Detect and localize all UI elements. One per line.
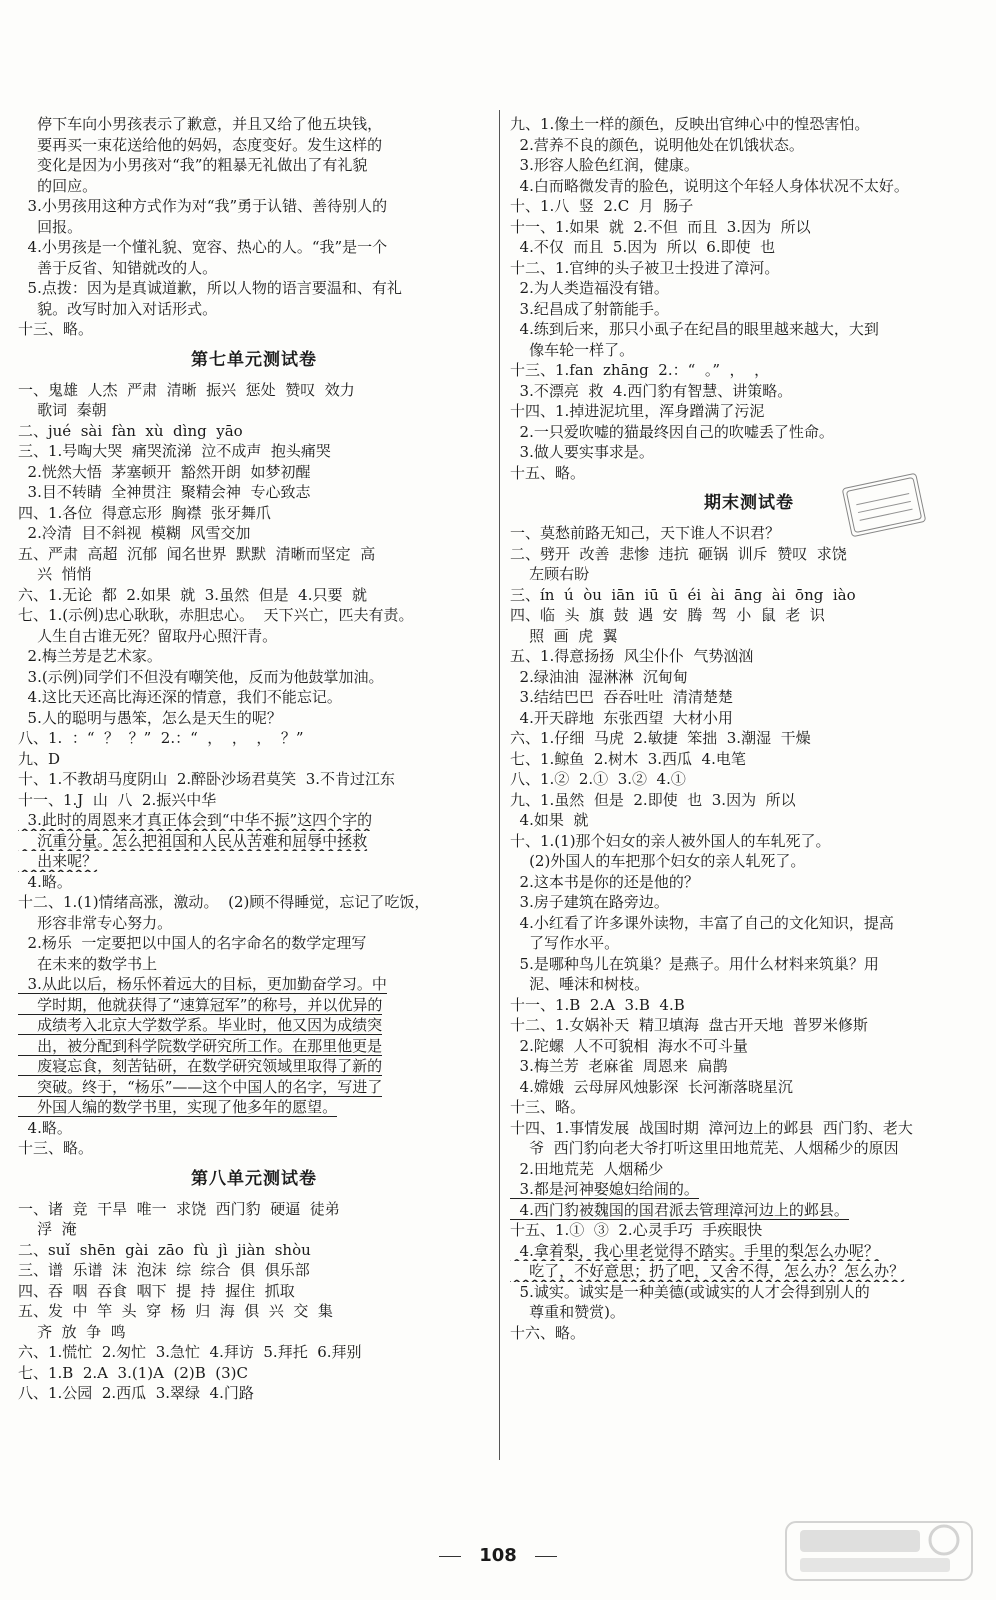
answer-text: 3.从此以后，杨乐怀着远大的目标，更加勤奋学习。中 — [18, 975, 387, 993]
answer-text: 五、1.得意扬扬 风尘仆仆 气势汹汹 — [510, 647, 754, 665]
answer-line — [510, 360, 988, 381]
answer-line — [510, 872, 988, 893]
right-answer-column — [510, 114, 988, 1343]
answer-text: 七、1.(示例)忠心耿耿，赤胆忠心。 天下兴亡，匹夫有责。 — [18, 606, 414, 624]
answer-line — [18, 1383, 490, 1404]
answer-text: 4.嫦娥 云母屏风烛影深 长河渐落晓星沉 — [510, 1077, 793, 1096]
watermark-logo — [784, 1516, 974, 1586]
answer-text: 十三、略。 — [18, 1139, 94, 1157]
answer-line — [510, 1159, 988, 1180]
left-answer-column — [18, 114, 490, 1404]
answer-line — [510, 401, 988, 422]
answer-text: 2.一只爱吹嘘的猫最终因自己的吹嘘丢了性命。 — [510, 422, 834, 441]
footer-dash-left — [439, 1556, 461, 1557]
answer-line — [510, 667, 988, 688]
answer-line — [510, 1282, 988, 1303]
answer-text: 4.练到后来，那只小虱子在纪昌的眼里越来越大，大到 — [510, 320, 879, 338]
answer-text: 二、劈开 改善 悲惨 违抗 砸锅 训斥 赞叹 求饶 — [510, 544, 847, 563]
answer-line — [510, 749, 988, 770]
answer-line — [510, 135, 988, 156]
answer-line — [510, 769, 988, 790]
answer-text: 十五、1.① ③ 2.心灵手巧 手疾眼快 — [510, 1221, 763, 1239]
answer-text: 五、发 中 竿 头 穿 杨 归 海 俱 兴 交 集 — [18, 1302, 333, 1320]
answer-text: 第八单元测试卷 — [191, 1168, 317, 1189]
answer-line — [18, 913, 490, 934]
answer-line — [18, 135, 490, 156]
answer-text: 停下车向小男孩表示了歉意，并且又给了他五块钱， — [18, 115, 383, 133]
answer-line — [510, 299, 988, 320]
answer-text: 期末测试卷 — [704, 493, 794, 513]
answer-text: 3.目不转睛 全神贯注 聚精会神 专心致志 — [18, 483, 311, 501]
answer-line — [18, 831, 490, 852]
answer-text: 5.点拨：因为是真诚道歉，所以人物的语言要温和、有礼 — [18, 279, 402, 297]
answer-text: 十三、略。 — [510, 1098, 586, 1116]
answer-text: 九、1.像土一样的颜色，反映出官绅心中的惶恐害怕。 — [510, 115, 870, 133]
answer-text: 4.拿着梨，我心里老觉得不踏实。手里的梨怎么办呢？ — [510, 1241, 879, 1260]
answer-line — [18, 728, 490, 749]
answer-text: 十一、1.B 2.A 3.B 4.B — [510, 995, 685, 1014]
answer-text: 八、1.公园 2.西瓜 3.翠绿 4.门路 — [18, 1384, 254, 1402]
answer-line — [510, 1200, 988, 1221]
answer-line — [18, 1118, 490, 1139]
answer-line — [18, 380, 490, 401]
answer-line — [510, 237, 988, 258]
answer-line — [510, 831, 988, 852]
column-divider — [499, 110, 500, 1460]
answer-text: 回报。 — [18, 217, 83, 236]
answer-text: 十二、1.(1)情绪高涨，激动。 (2)顾不得睡觉，忘记了吃饭， — [18, 893, 430, 911]
answer-text: 第七单元测试卷 — [191, 349, 317, 370]
section-title — [18, 340, 490, 380]
answer-line — [18, 810, 490, 831]
answer-text: 3.不漂亮 救 4.西门豹有智慧、讲策略。 — [510, 381, 793, 400]
answer-text: 五、严肃 高超 沉郁 闻名世界 默默 清晰而坚定 高 — [18, 544, 376, 563]
answer-line — [510, 605, 988, 626]
answer-text: 九、1.虽然 但是 2.即使 也 3.因为 所以 — [510, 790, 796, 809]
answer-text: 了写作水平。 — [510, 934, 620, 952]
answer-line — [18, 1260, 490, 1281]
answer-text: 废寝忘食，刻苦钻研，在数学研究领域里取得了新的 — [18, 1057, 383, 1075]
answer-line — [510, 176, 988, 197]
answer-line — [18, 646, 490, 667]
answer-line — [18, 155, 490, 176]
answer-line — [18, 851, 490, 872]
answer-text: 浮 淹 — [18, 1220, 77, 1238]
answer-line — [510, 523, 988, 544]
answer-text: 人生自古谁无死？留取丹心照汗青。 — [18, 626, 278, 645]
answer-line — [510, 687, 988, 708]
answer-text: 4.不仅 而且 5.因为 所以 6.即使 也 — [510, 238, 776, 256]
answer-text: 沉重分量。怎么把祖国和人民从苦难和屈辱中拯救 — [18, 831, 368, 850]
answer-line — [510, 155, 988, 176]
answer-text: 成绩考入北京大学数学系。毕业时，他又因为成绩突 — [18, 1016, 383, 1034]
answer-line — [510, 1118, 988, 1139]
answer-text: 4.小红看了许多课外读物，丰富了自己的文化知识，提高 — [510, 913, 894, 932]
answer-line — [18, 1281, 490, 1302]
answer-line — [510, 1015, 988, 1036]
answer-line — [510, 585, 988, 606]
answer-line — [18, 176, 490, 197]
answer-line — [510, 933, 988, 954]
answer-text: 一、鬼雄 人杰 严肃 清晰 振兴 惩处 赞叹 效力 — [18, 380, 355, 399]
answer-line — [510, 913, 988, 934]
answer-text: 要再买一束花送给他的妈妈，态度变好。发生这样的 — [18, 135, 383, 154]
answer-text: 十、1.不教胡马度阴山 2.醉卧沙场君莫笑 3.不肯过江东 — [18, 770, 396, 788]
answer-text: 十一、1.J 山 八 2.振兴中华 — [18, 790, 217, 809]
answer-text: 2.营养不良的颜色，说明他处在饥饿状态。 — [510, 135, 804, 154]
answer-line — [510, 1323, 988, 1344]
answer-line — [18, 585, 490, 606]
answer-text: 十一、1.如果 就 2.不但 而且 3.因为 所以 — [510, 217, 811, 236]
answer-text: 兴 悄悄 — [18, 565, 92, 583]
answer-line — [18, 503, 490, 524]
answer-text: 3.结结巴巴 吞吞吐吐 清清楚楚 — [510, 688, 733, 706]
answer-line — [510, 381, 988, 402]
answer-line — [18, 708, 490, 729]
answer-text: 3.做人要实事求是。 — [510, 443, 654, 461]
answer-text: 十三、1.fan zhāng 2.：“ 。” ， ， — [510, 361, 770, 379]
answer-text: 的回应。 — [18, 176, 98, 195]
answer-line — [18, 278, 490, 299]
answer-text: 3.都是河神娶媳妇给闹的。 — [510, 1180, 699, 1198]
answer-line — [18, 995, 490, 1016]
answer-text: 3.小男孩用这种方式作为对“我”勇于认错、善待别人的 — [18, 197, 388, 215]
answer-line — [18, 687, 490, 708]
answer-line — [18, 523, 490, 544]
answer-line — [510, 810, 988, 831]
answer-line — [18, 400, 490, 421]
answer-text: 5.诚实。诚实是一种美德(或诚实的人才会得到别人的 — [510, 1282, 870, 1301]
answer-text: 3.此时的周恩来才真正体会到“中华不振”这四个字的 — [18, 811, 373, 829]
answer-text: 左顾右盼 — [510, 565, 590, 583]
answer-text: 善于反省、知错就改的人。 — [18, 258, 218, 277]
footer-dash-right — [535, 1556, 557, 1557]
answer-text: 4.略。 — [18, 1118, 72, 1137]
answer-text: 3.房子建筑在路旁边。 — [510, 893, 669, 911]
answer-text: 十五、略。 — [510, 463, 586, 482]
answer-text: 2.为人类造福没有错。 — [510, 279, 669, 297]
answer-text: 十、1.八 竖 2.C 月 肠子 — [510, 197, 694, 215]
answer-text: 一、诸 竞 干旱 唯一 求饶 西门豹 硬逼 徒弟 — [18, 1199, 340, 1218]
answer-line — [18, 892, 490, 913]
answer-line — [18, 1015, 490, 1036]
answer-text: 学时期，他就获得了“速算冠军”的称号，并以优异的 — [18, 995, 383, 1014]
answer-text: 四、1.各位 得意忘形 胸襟 张牙舞爪 — [18, 503, 271, 522]
answer-text: 吃了，不好意思；扔了吧，又舍不得，怎么办？怎么办？ — [510, 1262, 905, 1280]
answer-text: 4.西门豹被魏国的国君派去管理漳河边上的邺县。 — [510, 1200, 849, 1219]
answer-line — [18, 1036, 490, 1057]
answer-text: 八、1.② 2.① 3.② 4.① — [510, 770, 686, 788]
answer-text: 4.这比天还高比海还深的情意，我们不能忘记。 — [18, 688, 342, 706]
answer-text: 十三、略。 — [18, 320, 94, 338]
answer-text: 5.人的聪明与愚笨，怎么是天生的呢？ — [18, 708, 282, 727]
answer-text: 十二、1.女娲补天 精卫填海 盘古开天地 普罗米修斯 — [510, 1016, 868, 1034]
answer-text: 4.白而略微发青的脸色，说明这个年轻人身体状况不太好。 — [510, 176, 909, 195]
answer-text: 2.冷清 目不斜视 模糊 风雪交加 — [18, 524, 251, 542]
answer-text: 一、莫愁前路无知己，天下谁人不识君？ — [510, 524, 781, 542]
page-number: 108 — [479, 1545, 517, 1566]
answer-text: 2.梅兰芳是艺术家。 — [18, 647, 162, 665]
answer-line — [18, 258, 490, 279]
answer-text: 二、suǐ shēn gài zāo fù jì jiàn shòu — [18, 1240, 311, 1259]
answer-text: 三、谱 乐谱 沫 泡沫 综 综合 俱 俱乐部 — [18, 1261, 310, 1279]
answer-line — [18, 749, 490, 770]
answer-text: 六、1.慌忙 2.匆忙 3.急忙 4.拜访 5.拜托 6.拜别 — [18, 1343, 362, 1361]
answer-text: (2)外国人的车把那个妇女的亲人轧死了。 — [510, 852, 806, 870]
answer-text: 2.陀螺 人不可貌相 海水不可斗量 — [510, 1036, 748, 1055]
answer-line — [18, 114, 490, 135]
answer-text: 四、吞 咽 吞食 咽下 提 持 握住 抓取 — [18, 1281, 295, 1300]
answer-line — [18, 974, 490, 995]
answer-line — [510, 544, 988, 565]
answer-text: 4.如果 就 — [510, 811, 589, 829]
answer-text: 2.绿油油 湿淋淋 沉甸甸 — [510, 667, 688, 686]
answer-line — [510, 1261, 988, 1282]
answer-line — [18, 790, 490, 811]
answer-text: 3.(示例)同学们不但没有嘲笑他，反而为他鼓掌加油。 — [18, 667, 384, 686]
answer-line — [510, 626, 988, 647]
answer-line — [18, 667, 490, 688]
answer-text: 二、jué sài fàn xù dìng yāo — [18, 421, 243, 440]
answer-text: 貌。改写时加入对话形式。 — [18, 299, 218, 318]
answer-line — [18, 1363, 490, 1384]
answer-line — [18, 1240, 490, 1261]
answer-line — [510, 1220, 988, 1241]
answer-line — [18, 954, 490, 975]
answer-text: 出来呢？ — [18, 852, 98, 870]
answer-line — [18, 1342, 490, 1363]
answer-line — [18, 196, 490, 217]
answer-text: 形容非常专心努力。 — [18, 913, 173, 932]
answer-line — [510, 564, 988, 585]
answer-line — [510, 442, 988, 463]
answer-line — [18, 769, 490, 790]
answer-line — [510, 728, 988, 749]
answer-line — [510, 1138, 988, 1159]
answer-text: 十四、1.掉进泥坑里，浑身蹭满了污泥 — [510, 402, 765, 420]
answer-text: 像车轮一样了。 — [510, 340, 635, 359]
answer-text: 六、1.仔细 马虎 2.敏捷 笨拙 3.潮湿 干燥 — [510, 729, 811, 747]
answer-text: 尊重和赞赏)。 — [510, 1303, 625, 1321]
answer-text: 在未来的数学书上 — [18, 954, 158, 973]
answer-line — [18, 299, 490, 320]
answer-line — [510, 995, 988, 1016]
answer-line — [510, 114, 988, 135]
answer-line — [510, 646, 988, 667]
answer-line — [510, 1241, 988, 1262]
answer-line — [510, 1302, 988, 1323]
answer-text: 2.恍然大悟 茅塞顿开 豁然开朗 如梦初醒 — [18, 462, 311, 481]
answer-text: 4.略。 — [18, 872, 72, 891]
section-title — [18, 1159, 490, 1199]
answer-text: 七、1.B 2.A 3.(1)A (2)B (3)C — [18, 1363, 249, 1382]
answer-line — [510, 1179, 988, 1200]
answer-line — [18, 1322, 490, 1343]
answer-line — [510, 422, 988, 443]
answer-line — [510, 1077, 988, 1098]
answer-text: 2.杨乐 一定要把以中国人的名字命名的数学定理写 — [18, 934, 367, 952]
answer-line — [18, 544, 490, 565]
answer-line — [510, 258, 988, 279]
answer-text: 出，被分配到科学院数学研究所工作。在那里他更是 — [18, 1036, 383, 1055]
answer-line — [18, 1097, 490, 1118]
answer-text: 泥、唾沫和树枝。 — [510, 975, 650, 993]
answer-text: 十四、1.事情发展 战国时期 漳河边上的邺县 西门豹、老大 — [510, 1118, 913, 1137]
answer-text: 七、1.鲸鱼 2.树木 3.西瓜 4.电笔 — [510, 749, 746, 768]
answer-text: 2.田地荒芜 人烟稀少 — [510, 1159, 664, 1178]
answer-line — [18, 1219, 490, 1240]
answer-text: 四、临 头 旗 鼓 遇 安 腾 驾 小 鼠 老 识 — [510, 606, 825, 624]
answer-line — [510, 954, 988, 975]
answer-text: 4.小男孩是一个懂礼貌、宽容、热心的人。“我”是一个 — [18, 238, 388, 256]
answer-text: 3.形容人脸色红润，健康。 — [510, 156, 699, 174]
answer-line — [510, 1056, 988, 1077]
answer-line — [18, 1138, 490, 1159]
answer-text: 十二、1.官绅的头子被卫士投进了漳河。 — [510, 258, 780, 277]
answer-line — [510, 790, 988, 811]
answer-line — [18, 564, 490, 585]
answer-line — [510, 1036, 988, 1057]
answer-text: 三、ín ú òu iān iū ū éi ài āng ài ōng iào — [510, 585, 856, 604]
answer-line — [18, 605, 490, 626]
answer-line — [18, 872, 490, 893]
answer-line — [18, 626, 490, 647]
answer-text: 十六、略。 — [510, 1323, 586, 1342]
answer-line — [510, 708, 988, 729]
answer-text: 3.纪昌成了射箭能手。 — [510, 299, 669, 318]
answer-line — [510, 851, 988, 872]
answer-line — [18, 462, 490, 483]
answer-text: 5.是哪种鸟儿在筑巢？是燕子。用什么材料来筑巢？用 — [510, 954, 879, 973]
answer-line — [510, 319, 988, 340]
answer-text: 外国人编的数学书里，实现了他多年的愿望。 — [18, 1098, 338, 1116]
answer-text: 三、1.号啕大哭 痛哭流涕 泣不成声 抱头痛哭 — [18, 442, 331, 460]
answer-line — [18, 1077, 490, 1098]
answer-line — [510, 1097, 988, 1118]
answer-text: 六、1.无论 都 2.如果 就 3.虽然 但是 4.只要 就 — [18, 585, 368, 604]
answer-line — [18, 1301, 490, 1322]
answer-line — [18, 319, 490, 340]
answer-text: 2.这本书是你的还是他的？ — [510, 872, 699, 891]
answer-text: 照 画 虎 翼 — [510, 626, 618, 645]
answer-text: 突破。终于，“杨乐”——这个中国人的名字，写进了 — [18, 1077, 383, 1096]
answer-line — [510, 340, 988, 361]
answer-text: 九、D — [18, 749, 61, 768]
answer-line — [18, 482, 490, 503]
answer-line — [18, 421, 490, 442]
answer-text: 变化是因为小男孩对“我”的粗暴无礼做出了有礼貌 — [18, 156, 368, 174]
answer-text: 八、1. ：“ ？ ？” 2.：“ ， ， ， ？” — [18, 729, 304, 747]
answer-text: 十、1.(1)那个妇女的亲人被外国人的车轧死了。 — [510, 831, 831, 850]
answer-line — [18, 933, 490, 954]
answer-text: 歌词 秦朝 — [18, 401, 107, 419]
answer-text: 3.梅兰芳 老麻雀 周恩来 扁鹊 — [510, 1057, 728, 1075]
answer-line — [18, 441, 490, 462]
answer-line — [18, 1199, 490, 1220]
answer-text: 爷 西门豹向老大爷打听这里田地荒芜、人烟稀少的原因 — [510, 1139, 899, 1157]
answer-line — [18, 1056, 490, 1077]
answer-line — [510, 278, 988, 299]
answer-text: 齐 放 争 鸣 — [18, 1322, 126, 1341]
answer-line — [510, 217, 988, 238]
answer-line — [510, 892, 988, 913]
answer-text: 4.开天辟地 东张西望 大材小用 — [510, 708, 733, 727]
answer-line — [18, 237, 490, 258]
answer-line — [510, 196, 988, 217]
answer-line — [18, 217, 490, 238]
answer-line — [510, 974, 988, 995]
